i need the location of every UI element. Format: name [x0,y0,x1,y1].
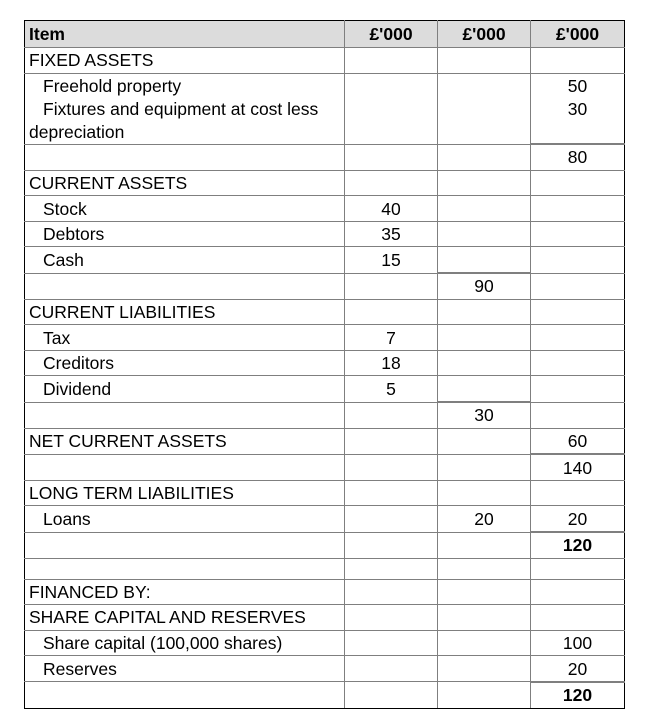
cell [531,402,625,428]
row-label: FIXED ASSETS [25,48,345,74]
cell [345,402,438,428]
table-row [25,656,625,682]
cell [438,532,531,558]
row-label [25,558,345,579]
table-row [25,532,625,558]
table-row [25,454,625,480]
row-label: Cash [25,247,345,273]
cell: 120 [531,682,625,708]
cell [531,73,625,144]
row-label [25,144,345,170]
cell: 90 [438,273,531,299]
cell [345,428,438,454]
cell [438,428,531,454]
cell [438,656,531,682]
cell [531,350,625,376]
cell [438,558,531,579]
table-row [25,558,625,579]
table-row [25,605,625,631]
table-row [25,48,625,74]
cell: 20 [531,656,625,682]
table-row [25,682,625,708]
cell: 18 [345,350,438,376]
cell [438,682,531,708]
cell [438,630,531,656]
table-row [25,247,625,273]
table-row [25,350,625,376]
header-col1: £'000 [345,21,438,48]
cell [531,376,625,402]
row-label [25,73,345,144]
row-label: Creditors [25,350,345,376]
row-label: Loans [25,506,345,532]
cell [345,170,438,196]
row-label: Debtors [25,221,345,247]
cell [531,247,625,273]
cell: 5 [345,376,438,402]
cell [438,48,531,74]
cell-value: 50 [567,75,588,96]
row-label: SHARE CAPITAL AND RESERVES [25,605,345,631]
table-row [25,196,625,222]
row-label: Reserves [25,656,345,682]
table-row [25,299,625,325]
cell [345,273,438,299]
cell [438,73,531,144]
cell [345,73,438,144]
cell: 20 [438,506,531,532]
cell [531,196,625,222]
cell [345,48,438,74]
table-row [25,144,625,170]
cell [345,630,438,656]
cell [438,350,531,376]
cell [438,247,531,273]
balance-sheet-table [24,20,625,709]
cell: 120 [531,532,625,558]
row-label: Stock [25,196,345,222]
header-row [25,21,625,48]
cell [438,376,531,402]
header-col3: £'000 [531,21,625,48]
table-row [25,630,625,656]
row-label: CURRENT ASSETS [25,170,345,196]
table-row [25,170,625,196]
cell [531,480,625,506]
cell: 30 [438,402,531,428]
row-label: CURRENT LIABILITIES [25,299,345,325]
cell [438,605,531,631]
table-row [25,579,625,605]
cell: 140 [531,454,625,480]
cell: 35 [345,221,438,247]
cell [345,480,438,506]
cell [531,221,625,247]
cell [531,170,625,196]
row-label [25,402,345,428]
row-label-line: Fixtures and equipment at cost less depreciation [29,98,319,142]
table-row [25,402,625,428]
table-row [25,73,625,144]
table-row [25,506,625,532]
cell [531,325,625,351]
row-label [25,532,345,558]
row-label [25,273,345,299]
cell [345,299,438,325]
cell [438,579,531,605]
cell [345,506,438,532]
row-label-line: Freehold property [43,75,182,96]
cell [345,532,438,558]
table-row [25,221,625,247]
cell [345,656,438,682]
cell [438,480,531,506]
header-col2: £'000 [438,21,531,48]
row-label: Share capital (100,000 shares) [25,630,345,656]
row-label: NET CURRENT ASSETS [25,428,345,454]
cell [531,299,625,325]
cell: 20 [531,506,625,532]
cell [438,299,531,325]
cell [345,682,438,708]
cell [345,579,438,605]
cell [531,48,625,74]
cell [531,605,625,631]
header-item: Item [25,21,345,48]
cell [531,579,625,605]
row-label: Tax [25,325,345,351]
cell: 60 [531,428,625,454]
row-label: LONG TERM LIABILITIES [25,480,345,506]
cell [345,454,438,480]
cell [345,605,438,631]
table-row [25,480,625,506]
cell: 80 [531,144,625,170]
cell [345,558,438,579]
cell: 15 [345,247,438,273]
cell-value: 30 [567,98,588,119]
row-label [25,682,345,708]
cell [438,144,531,170]
cell [531,273,625,299]
row-label: Dividend [25,376,345,402]
table-row [25,428,625,454]
cell [438,325,531,351]
cell: 100 [531,630,625,656]
table-row [25,273,625,299]
table-row [25,325,625,351]
cell [438,454,531,480]
cell [438,221,531,247]
cell [438,196,531,222]
cell: 40 [345,196,438,222]
row-label: FINANCED BY: [25,579,345,605]
cell [531,558,625,579]
cell [438,170,531,196]
row-label [25,454,345,480]
cell [345,144,438,170]
table-row [25,376,625,402]
cell: 7 [345,325,438,351]
